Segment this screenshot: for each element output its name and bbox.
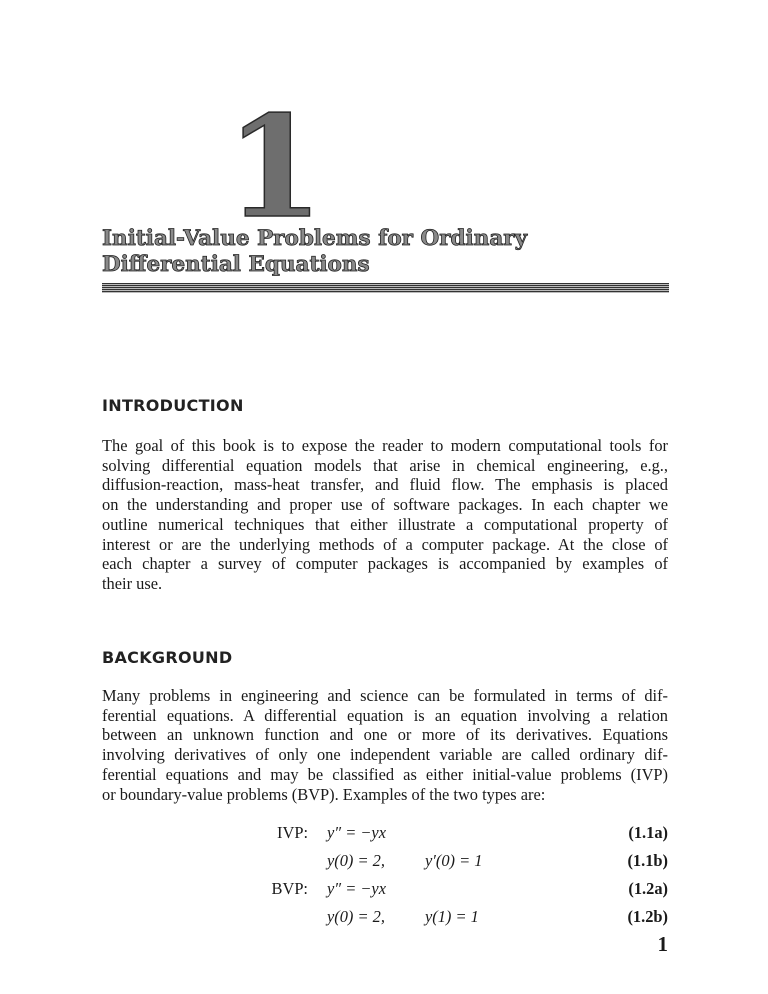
equation-rhs: y′(0) = 1	[425, 851, 483, 870]
equation-lhs: y″ = −yx	[327, 879, 386, 898]
equation-lhs: y(0) = 2,	[327, 907, 385, 926]
equation-rhs: y(1) = 1	[425, 907, 479, 926]
equation-number: (1.1b)	[627, 851, 668, 870]
text-line: ferential equations. A differential equation is an equation involving a relation	[102, 705, 668, 725]
text-line: The goal of this book is to expose the reader to modern computational tools for	[102, 436, 668, 455]
equation-type-label: IVP:	[277, 823, 308, 842]
text-line: their use.	[102, 573, 163, 593]
chapter-title	[102, 226, 527, 278]
equation-lhs: y″ = −yx	[327, 823, 386, 842]
text-line: outline numerical techniques that either illustrate a computational property of	[102, 514, 668, 534]
page-number: 1	[657, 932, 668, 956]
equation-number: (1.2b)	[627, 907, 668, 926]
section-heading-background: BACKGROUND	[102, 648, 233, 667]
chapter-title-line: Differential Equations	[102, 252, 370, 277]
equation-row	[0, 879, 768, 903]
equation-type-label: BVP:	[271, 879, 308, 898]
equation-number: (1.1a)	[628, 823, 668, 842]
title-rule	[102, 283, 669, 293]
equation-lhs: y(0) = 2,	[327, 851, 385, 870]
introduction-paragraph	[102, 436, 668, 594]
equation-row	[0, 823, 768, 847]
text-line: Many problems in engineering and science can be formulated in terms of dif-	[102, 686, 668, 705]
chapter-title-line: Initial-Value Problems for Ordinary	[102, 226, 528, 251]
equation-row	[0, 907, 768, 931]
text-line: ferential equations and may be classified as either initial-value problems (IVP)	[102, 764, 668, 784]
text-line: on the understanding and proper use of software packages. In each chapter we	[102, 495, 668, 515]
text-line: between an unknown function and one or more of its derivatives. Equations	[102, 725, 668, 745]
text-line: involving derivatives of only one independent variable are called ordinary dif-	[102, 745, 668, 765]
equation-row	[0, 851, 768, 875]
text-line: each chapter a survey of computer packages is accompanied by examples of	[102, 554, 668, 574]
text-line: diffusion-reaction, mass-heat transfer, and fluid flow. The emphasis is placed	[102, 475, 668, 495]
text-line: solving differential equation models that arise in chemical engineering, e.g.,	[102, 455, 668, 475]
text-line: or boundary-value problems (BVP). Examples of the two types are:	[102, 784, 546, 804]
background-paragraph	[102, 686, 668, 804]
section-heading-introduction: INTRODUCTION	[102, 396, 244, 415]
chapter-number: 1	[226, 86, 324, 250]
text-line: interest or are the underlying methods of a computer package. At the close of	[102, 534, 668, 554]
equation-number: (1.2a)	[628, 879, 668, 898]
